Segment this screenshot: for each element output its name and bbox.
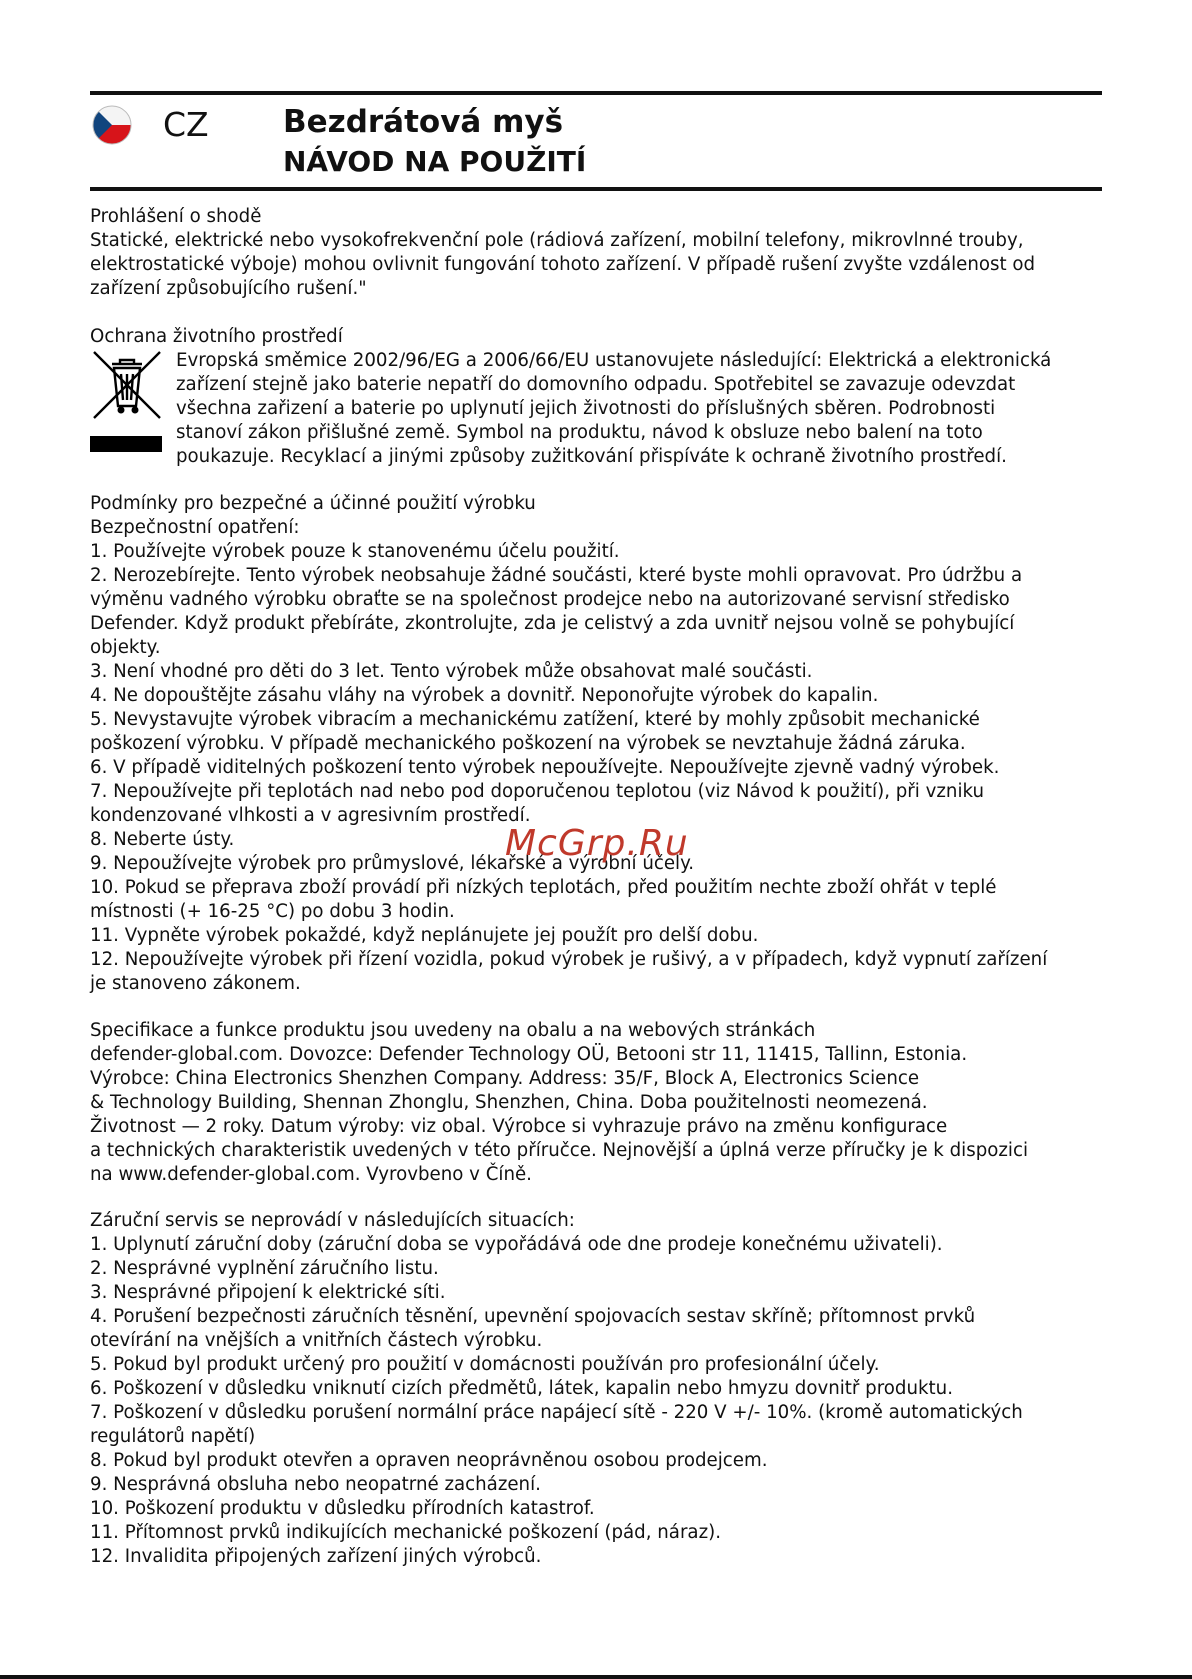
safety-line: 9. Nepoužívejte výrobek pro průmyslové, lékařské a výrobní účely.	[90, 853, 695, 874]
safety-line: 7. Nepoužívejte při teplotách nad nebo pod doporučenou teplotou (viz Návod k použití), při vzniku	[90, 781, 985, 802]
environment-line: zařízení stejně jako baterie nepatří do domovního odpadu. Spotřebitel se zavazuje odevzdat	[176, 374, 1016, 395]
safety-line: 11. Vypněte výrobek pokaždé, když neplánujete jej použít pro delší dobu.	[90, 925, 759, 946]
page-subtitle: NÁVOD NA POUŽITÍ	[283, 145, 587, 178]
specification-line: a technických charakteristik uvedených v této příručce. Nejnovější a úplná verze příručky je k dispozici	[90, 1140, 1029, 1161]
warranty-line: 11. Přítomnost prvků indikujících mechanické poškození (pád, náraz).	[90, 1522, 721, 1543]
safety-section	[90, 492, 1102, 996]
environment-text	[176, 349, 1106, 469]
warranty-line: 1. Uplynutí záruční doby (záruční doba se vypořádává ode dne prodeje konečnému uživateli).	[90, 1234, 943, 1255]
crossed-out-bin-icon	[90, 350, 164, 422]
specification-line: Životnost — 2 roky. Datum výroby: viz obal. Výrobce si vyhrazuje právo na změnu konfigurace	[90, 1116, 948, 1137]
safety-line: kondenzované vlhkosti a v agresivním prostředí.	[90, 805, 531, 826]
safety-line: 1. Používejte výrobek pouze k stanovenému účelu použití.	[90, 541, 620, 562]
warranty-line: 2. Nesprávné vyplnění záručního listu.	[90, 1258, 439, 1279]
safety-line: 10. Pokud se přeprava zboží provádí při nízkých teplotách, před použitím nechte zboží ohřát v teplé	[90, 877, 997, 898]
environment-section	[90, 325, 1102, 349]
declaration-line: elektrostatické výboje) mohou ovlivnit fungování tohoto zařízení. V případě rušení zvyšte vzdálenost od	[90, 254, 1036, 275]
warranty-line: otevírání na vnějších a vnitřních částech výrobku.	[90, 1330, 543, 1351]
page-title: Bezdrátová myš	[283, 104, 564, 140]
safety-line: objekty.	[90, 637, 161, 658]
warranty-line: 8. Pokud byl produkt otevřen a opraven neoprávněnou osobou prodejcem.	[90, 1450, 768, 1471]
warranty-line: 4. Porušení bezpečnosti záručních těsnění, upevnění spojovacích sestav skříně; přítomnost prvků	[90, 1306, 976, 1327]
warranty-line: 5. Pokud byl produkt určený pro použití v domácnosti používán pro profesionální účely.	[90, 1354, 880, 1375]
top-rule	[90, 91, 1102, 95]
warranty-line: 10. Poškození produktu v důsledku přírodních katastrof.	[90, 1498, 595, 1519]
safety-line: 12. Nepoužívejte výrobek při řízení vozidla, pokud výrobek je rušivý, a v případech, když vypnutí zařízení	[90, 949, 1048, 970]
warranty-line: 7. Poškození v důsledku porušení normální práce napájecí sítě - 220 V +/- 10%. (kromě automatických	[90, 1402, 1023, 1423]
safety-line: 5. Nevystavujte výrobek vibracím a mechanickému zatížení, které by mohly způsobit mechanické	[90, 709, 980, 730]
environment-line: stanoví zákon přišlušné země. Symbol na produktu, návod k obsluze nebo balení na toto	[176, 422, 983, 443]
safety-line: poškození výrobku. V případě mechanického poškození na výrobek se nevztahuje žádná záruka.	[90, 733, 966, 754]
safety-line: Defender. Když produkt přebíráte, zkontrolujte, zda je celistvý a zda uvnitř nejsou volně se pohybující	[90, 613, 1015, 634]
warranty-heading: Záruční servis se neprovádí v následujících situacích:	[90, 1210, 575, 1231]
safety-line: 3. Není vhodné pro děti do 3 let. Tento výrobek může obsahovat malé součásti.	[90, 661, 813, 682]
declaration-line: Statické, elektrické nebo vysokofrekvenční pole (rádiová zařízení, mobilní telefony, mikrovlnné trouby,	[90, 230, 1024, 251]
bottom-edge-rule	[0, 1675, 1192, 1679]
safety-subheading: Bezpečnostní opatření:	[90, 517, 300, 538]
warranty-line: 12. Invalidita připojených zařízení jiných výrobců.	[90, 1546, 542, 1567]
safety-line: 8. Neberte ústy.	[90, 829, 235, 850]
safety-line: je stanoveno zákonem.	[90, 973, 301, 994]
watermark: McGrp.Ru	[505, 823, 689, 864]
specification-line: na www.defender-global.com. Vyrovbeno v Číně.	[90, 1164, 532, 1185]
warranty-line: 9. Nesprávná obsluha nebo neopatrné zacházení.	[90, 1474, 541, 1495]
safety-line: výměnu vadného výrobku obraťte se na společnost prodejce nebo na autorizované servisní středisko	[90, 589, 1010, 610]
environment-line: všechna zařizení a baterie po uplynutí jejich životnosti do příslušných sběren. Podrobnosti	[176, 398, 996, 419]
declaration-line: zařízení způsobujícího rušení."	[90, 278, 367, 299]
warranty-line: 6. Poškození v důsledku vniknutí cizích předmětů, látek, kapalin nebo hmyzu dovnitř produktu.	[90, 1378, 953, 1399]
czech-flag-icon	[92, 105, 132, 145]
environment-line: Evropská směmice 2002/96/EG a 2006/66/EU ustanovujete následující: Elektrická a elektronická	[176, 350, 1052, 371]
language-code: CZ	[163, 105, 209, 144]
warranty-section	[90, 1209, 1102, 1569]
specification-line: defender-global.com. Dovozce: Defender Technology OÜ, Betooni str 11, 11415, Tallinn, Estonia.	[90, 1044, 968, 1065]
specification-line: & Technology Building, Shennan Zhonglu, Shenzhen, China. Doba použitelnosti neomezená.	[90, 1092, 928, 1113]
warranty-line: 3. Nesprávné připojení k elektrické síti.	[90, 1282, 446, 1303]
weee-bar	[90, 436, 162, 452]
specification-section	[90, 1019, 1102, 1187]
specification-line: Specifikace a funkce produktu jsou uvedeny na obalu a na webových stránkách	[90, 1020, 816, 1041]
environment-line: poukazuje. Recyklací a jinými způsoby zužitkování přispíváte k ochraně životního prostředí.	[176, 446, 1007, 467]
safety-line: místnosti (+ 16-25 °C) po dobu 3 hodin.	[90, 901, 455, 922]
environment-heading: Ochrana životního prostředí	[90, 326, 343, 347]
safety-line: 6. V případě viditelných poškození tento výrobek nepoužívejte. Nepoužívejte zjevně vadný výrobek.	[90, 757, 1000, 778]
safety-line: 2. Nerozebírejte. Tento výrobek neobsahuje žádné součásti, které byste mohli opravovat. Pro údržbu a	[90, 565, 1023, 586]
header-bottom-rule	[90, 187, 1102, 191]
specification-line: Výrobce: China Electronics Shenzhen Company. Address: 35/F, Block A, Electronics Science	[90, 1068, 920, 1089]
warranty-line: regulátorů napětí)	[90, 1426, 256, 1447]
safety-line: 4. Ne dopouštějte zásahu vláhy na výrobek a dovnitř. Neponořujte výrobek do kapalin.	[90, 685, 879, 706]
declaration-heading: Prohlášení o shodě	[90, 206, 262, 227]
declaration-section	[90, 205, 1102, 301]
safety-heading: Podmínky pro bezpečné a účinné použití výrobku	[90, 493, 536, 514]
